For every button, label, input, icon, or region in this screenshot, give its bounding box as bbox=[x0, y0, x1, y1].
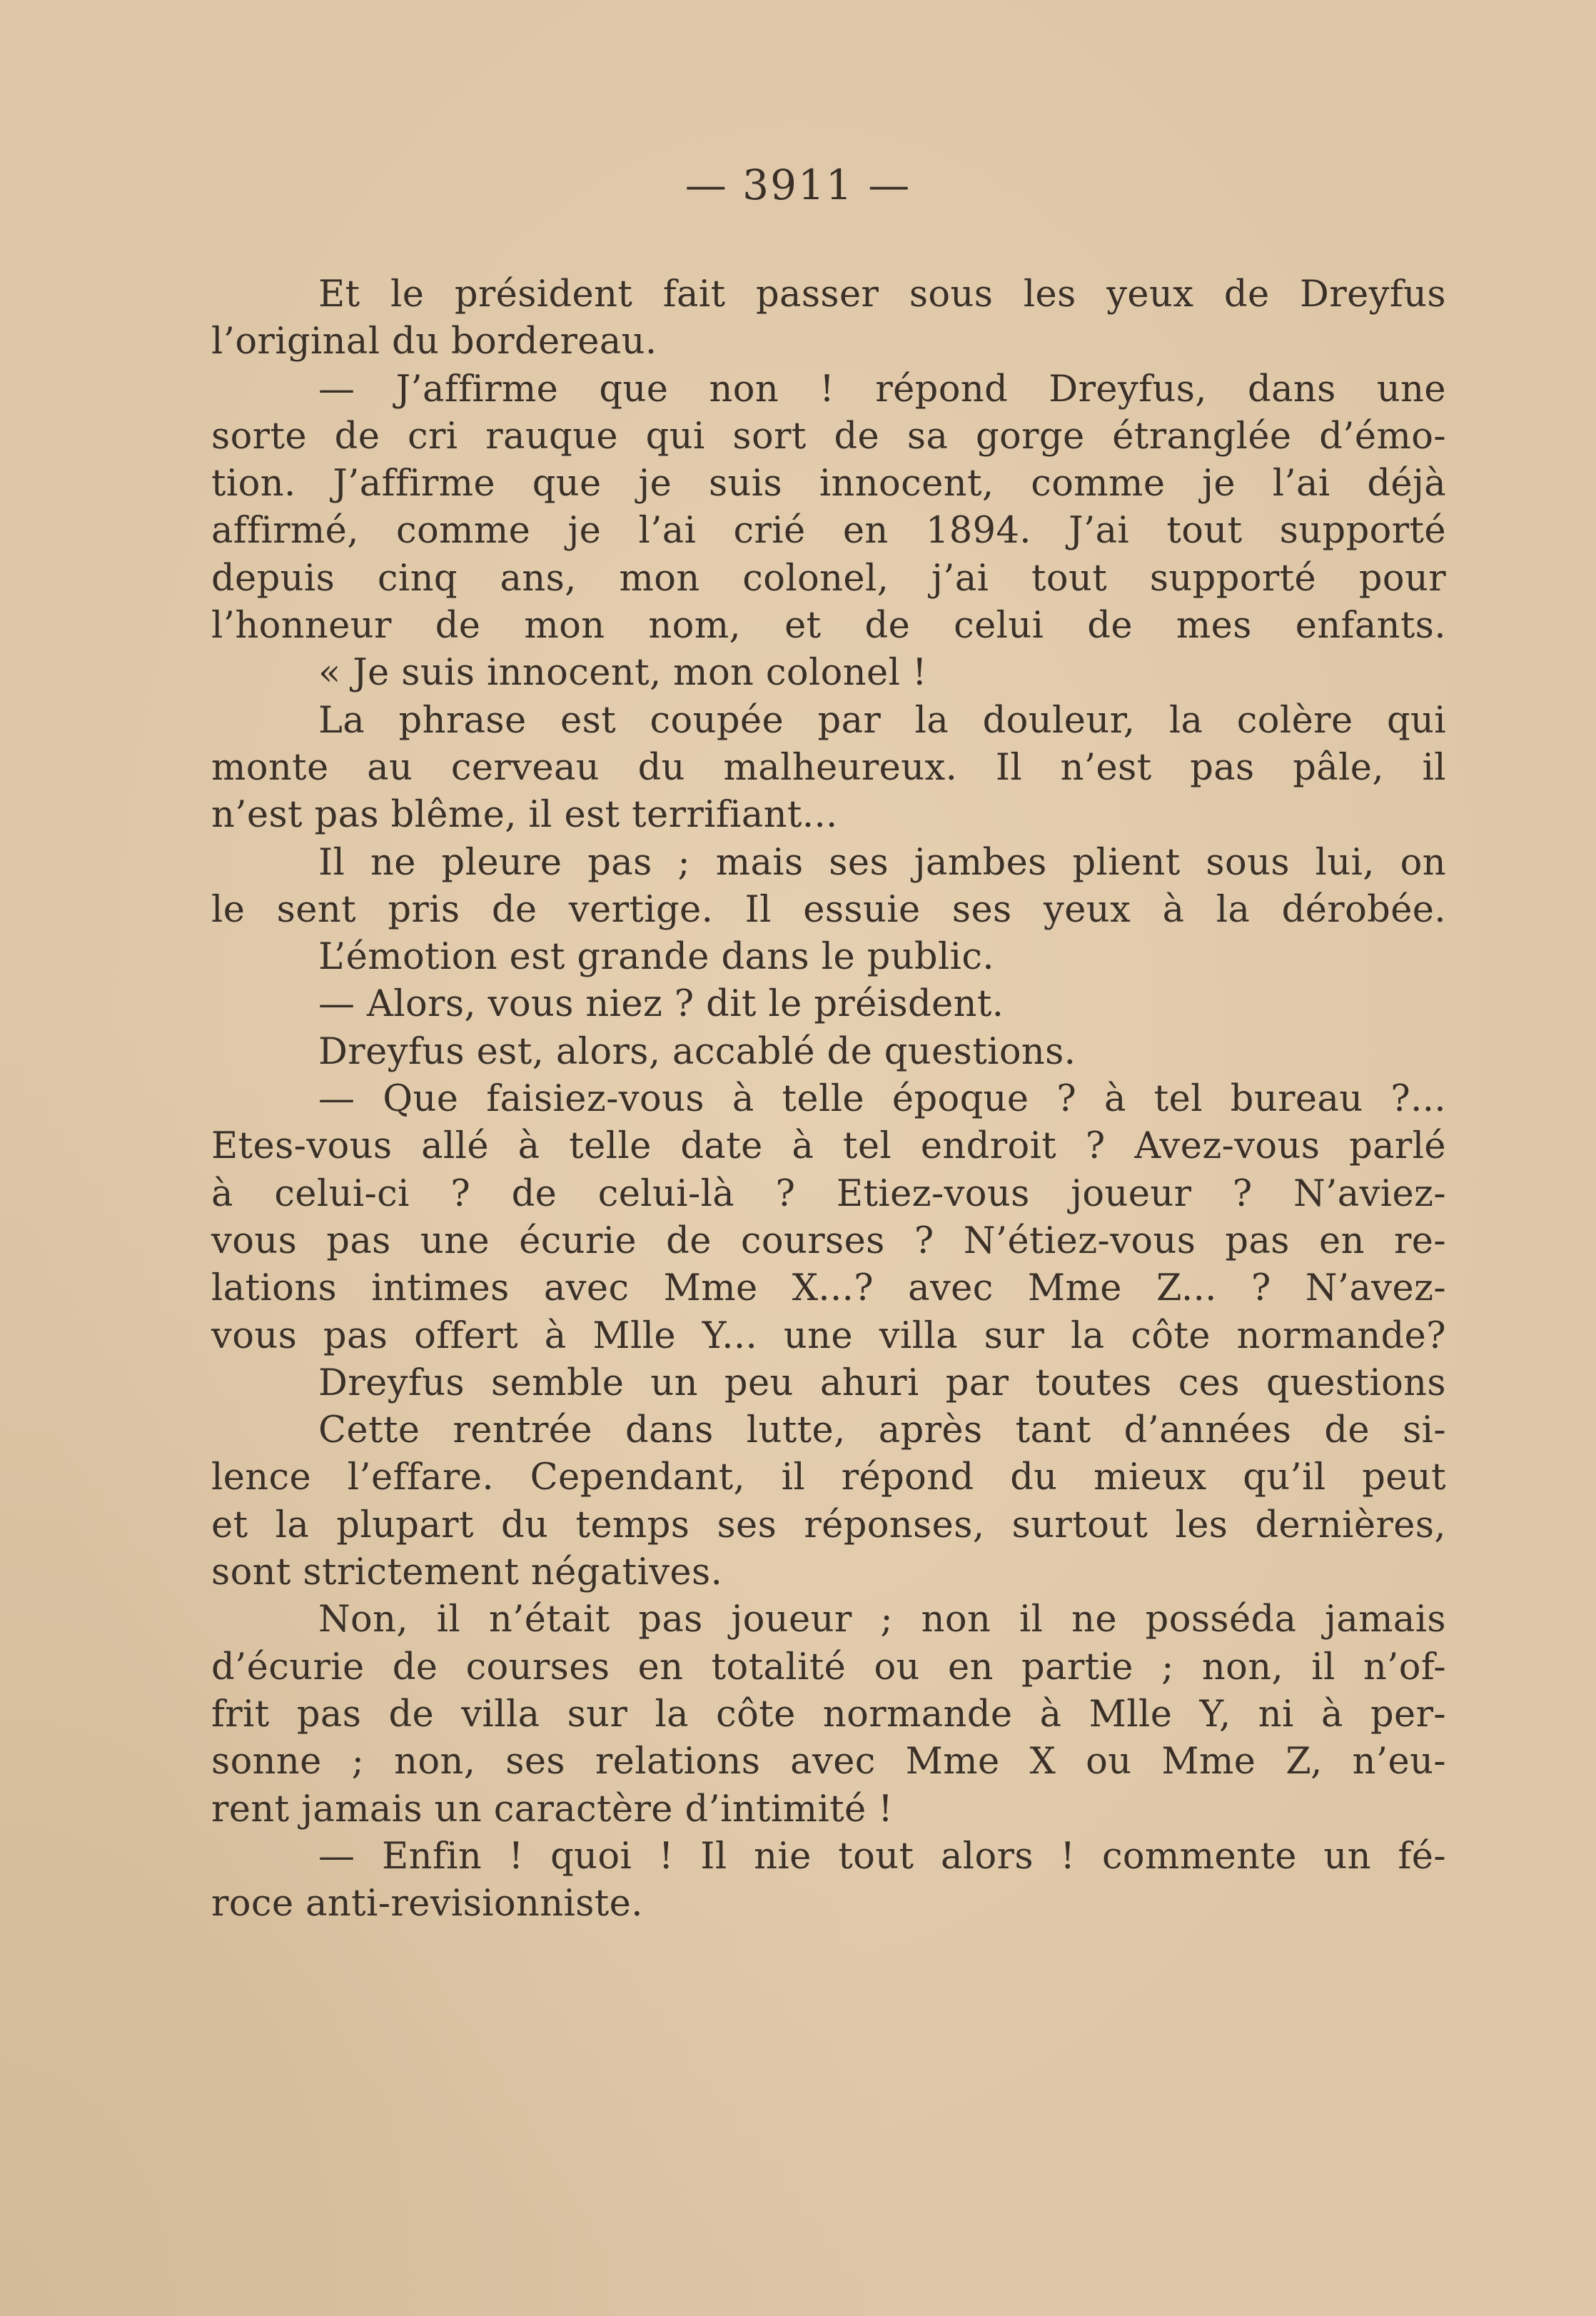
text-line: — Alors, vous niez ? dit le préisdent. bbox=[318, 983, 1004, 1026]
text-line: depuis cinq ans, mon colonel, j’ai tout supporté pour bbox=[211, 557, 1446, 600]
page-number: — 3911 — bbox=[685, 161, 911, 209]
text-line: La phrase est coupée par la douleur, la colère qui bbox=[318, 699, 1446, 742]
text-line: lence l’effare. Cependant, il répond du mieux qu’il peut bbox=[211, 1456, 1446, 1499]
text-line: — Que faisiez-vous à telle époque ? à tel bureau ?... bbox=[318, 1078, 1446, 1121]
text-line: vous pas offert à Mlle Y... une villa sur la côte normande? bbox=[211, 1314, 1446, 1357]
text-line: monte au cerveau du malheureux. Il n’est pas pâle, il bbox=[211, 746, 1446, 789]
text-line: lations intimes avec Mme X...? avec Mme Z... ? N’avez- bbox=[211, 1267, 1446, 1310]
body-text bbox=[211, 271, 1446, 1928]
text-line: n’est pas blême, il est terrifiant... bbox=[211, 794, 838, 837]
text-line: rent jamais un caractère d’intimité ! bbox=[211, 1788, 894, 1831]
text-line: « Je suis innocent, mon colonel ! bbox=[318, 652, 927, 695]
text-line: Etes-vous allé à telle date à tel endroit ? Avez-vous parlé bbox=[211, 1125, 1446, 1168]
text-line: affirmé, comme je l’ai crié en 1894. J’ai tout supporté bbox=[211, 510, 1446, 553]
text-line: Il ne pleure pas ; mais ses jambes plient sous lui, on bbox=[318, 841, 1446, 884]
text-line: le sent pris de vertige. Il essuie ses yeux à la dérobée. bbox=[211, 888, 1446, 931]
text-line: d’écurie de courses en totalité ou en partie ; non, il n’of- bbox=[211, 1646, 1446, 1688]
text-line: tion. J’affirme que je suis innocent, comme je l’ai déjà bbox=[211, 463, 1446, 505]
text-line: — J’affirme que non ! répond Dreyfus, dans une bbox=[318, 368, 1446, 411]
text-line: vous pas une écurie de courses ? N’étiez-vous pas en re- bbox=[211, 1219, 1446, 1262]
text-line: Cette rentrée dans lutte, après tant d’années de si- bbox=[318, 1409, 1446, 1452]
text-line: l’honneur de mon nom, et de celui de mes enfants. bbox=[211, 605, 1446, 648]
text-line: sonne ; non, ses relations avec Mme X ou Mme Z, n’eu- bbox=[211, 1741, 1446, 1783]
text-line: frit pas de villa sur la côte normande à Mlle Y, ni à per- bbox=[211, 1693, 1446, 1736]
text-line: roce anti-revisionniste. bbox=[211, 1883, 643, 1925]
text-line: Dreyfus est, alors, accablé de questions. bbox=[318, 1030, 1076, 1073]
text-line: à celui-ci ? de celui-là ? Etiez-vous joueur ? N’aviez- bbox=[211, 1172, 1446, 1215]
text-line: Et le président fait passer sous les yeux de Dreyfus bbox=[318, 273, 1446, 316]
text-line: l’original du bordereau. bbox=[211, 321, 657, 363]
text-line: sorte de cri rauque qui sort de sa gorge étranglée d’émo- bbox=[211, 415, 1446, 458]
text-line: Non, il n’était pas joueur ; non il ne posséda jamais bbox=[318, 1598, 1446, 1641]
text-line: sont strictement négatives. bbox=[211, 1551, 723, 1594]
text-line: Dreyfus semble un peu ahuri par toutes ces questions bbox=[318, 1361, 1446, 1404]
text-line: L’émotion est grande dans le public. bbox=[318, 936, 994, 979]
text-line: — Enfin ! quoi ! Il nie tout alors ! commente un fé- bbox=[318, 1835, 1446, 1878]
text-line: et la plupart du temps ses réponses, surtout les dernières, bbox=[211, 1504, 1446, 1546]
